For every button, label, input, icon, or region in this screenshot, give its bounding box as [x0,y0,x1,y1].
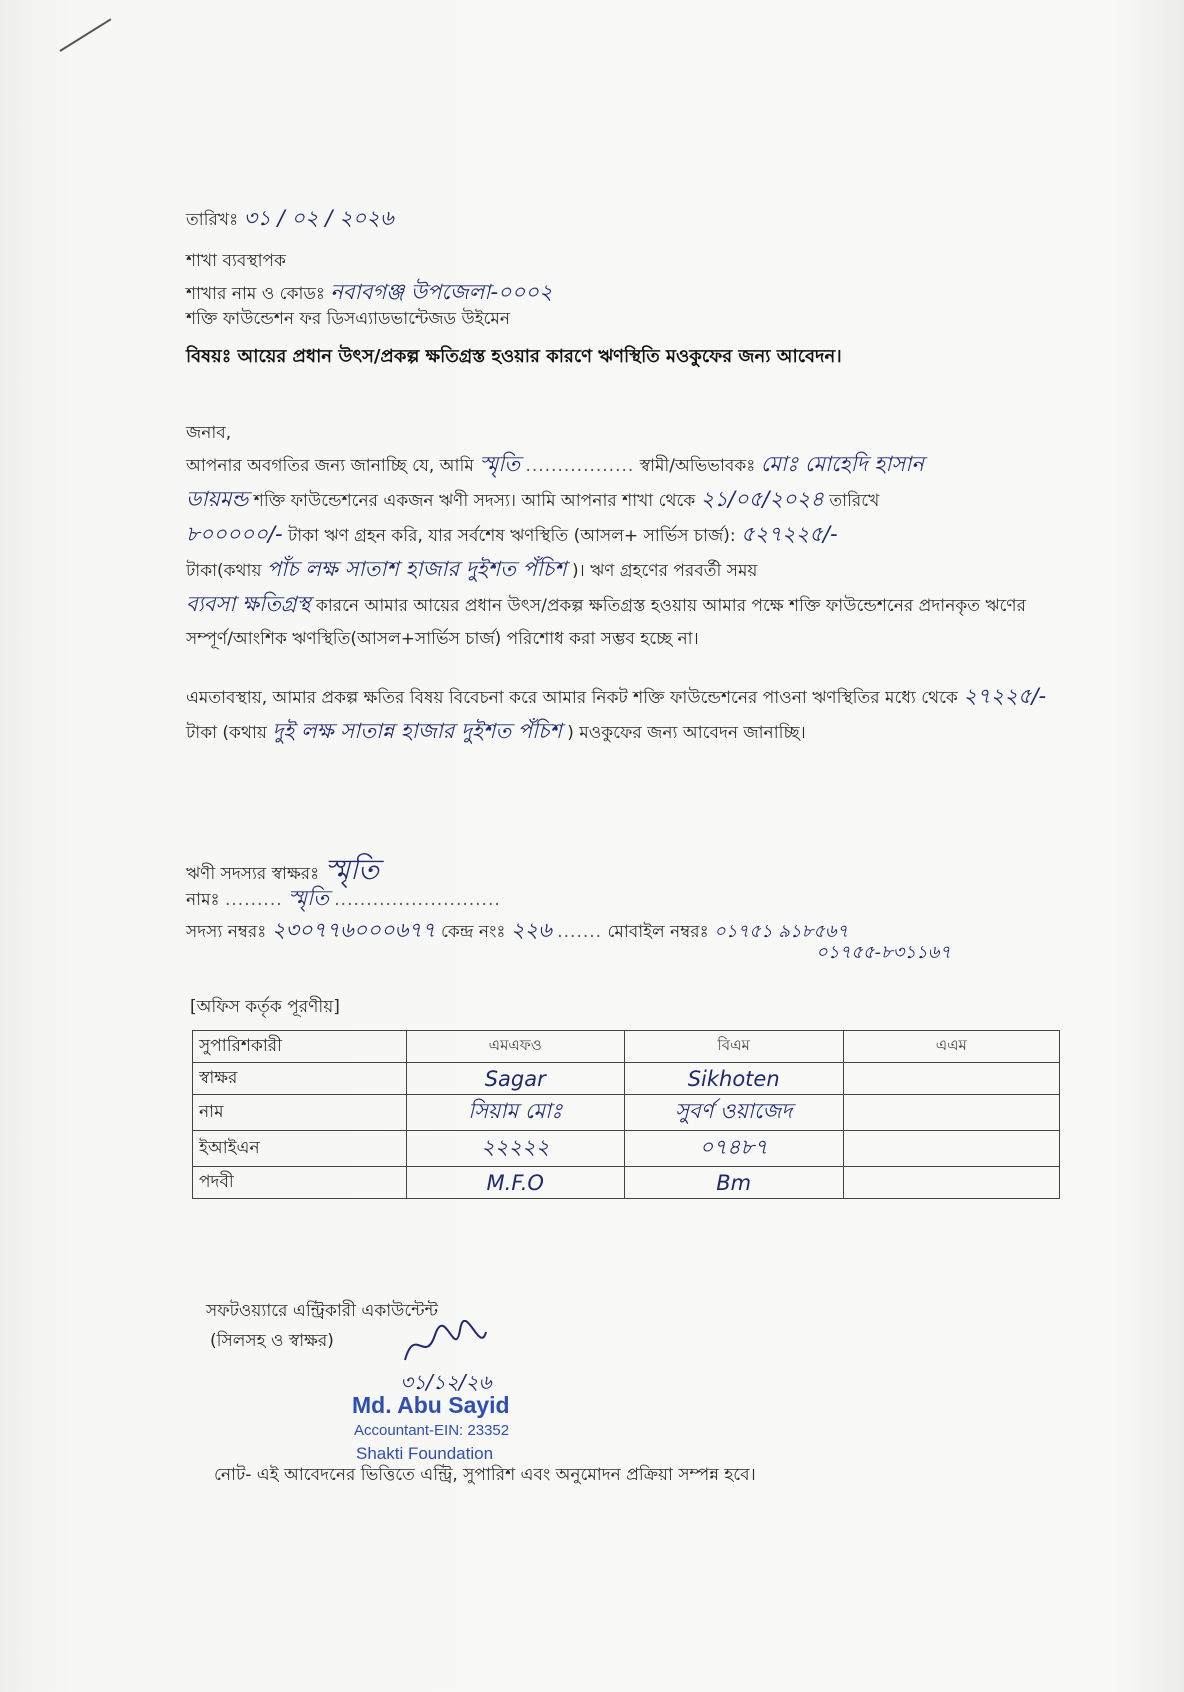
salutation: জনাব, [186,423,232,443]
header-recommender: সুপারিশকারী [193,1031,407,1063]
mobile-number-2: ০১৭৫৫-৮৩১১৬৭ [816,942,952,963]
date-value: ৩১ / ০২ / ২০২৬ [243,206,394,230]
bm-signature: Sikhoten [624,1063,843,1095]
damage-reason: ব্যবসা ক্ষতিগ্রস্থ [186,592,311,616]
waive-in-words: দুই লক্ষ সাতান্ন হাজার দুইশত পঁচিশ [272,719,562,743]
loan-date: ২১/০৫/২০২৪ [700,487,824,511]
header-am: এএম [843,1031,1059,1063]
accountant-subtitle: (সিলসহ ও স্বাক্ষর) [210,1331,334,1351]
accountant-title: সফটওয়্যারে এন্ট্রিকারী একাউন্টেন্ট [206,1301,438,1321]
balance-in-words: পাঁচ লক্ষ সাতাশ হাজার দুইশত পঁচিশ [266,557,567,581]
branch-line: শাখার নাম ও কোডঃ নবাবগঞ্জ উপজেলা-০০০২ [186,280,553,304]
stamp-organization: Shakti Foundation [356,1444,494,1463]
waive-amount: ২৭২২৫/- [963,684,1047,708]
bm-name: সুবর্ণ ওয়াজেদ [624,1095,843,1131]
mfo-ein: ২২২২২ [406,1131,624,1167]
bm-designation: Bm [624,1167,843,1199]
loan-amount: ৮০০০০০/- [186,522,283,546]
mfo-signature: Sagar [406,1063,624,1095]
mfo-designation: M.F.O [406,1167,624,1199]
table-header-row [193,1031,1060,1063]
header-mfo: এমএফও [406,1031,624,1063]
accountant-signature-scribble [400,1320,490,1370]
applicant-name: স্মৃতি [479,452,521,476]
stamp-ein: Accountant-EIN: 23352 [354,1422,510,1439]
table-row: নাম সিয়াম মোঃ সুবর্ণ ওয়াজেদ [193,1095,1060,1131]
table-row: ইআইএন ২২২২২ ০৭৪৮৭ [193,1131,1060,1167]
loan-balance: ৫২৭২২৫/- [741,522,838,546]
member-number-line: সদস্য নম্বরঃ ২৩০৭৭৬০০০৬৭৭ কেন্দ্র নংঃ ২২৬ ....... মোবাইল নম্বরঃ ০১৭৫১ ৯১৮৫৬৭ [186,918,849,942]
member-name-line: নামঃ ......... স্মৃতি .......................... [186,886,501,910]
member-signature: স্মৃতি [324,853,379,886]
footer-note: নোট- এই আবেদনের ভিত্তিতে এন্ট্রি, সুপারিশ এবং অনুমোদন প্রক্রিয়া সম্পন্ন হবে। [214,1465,756,1485]
village-name: ডায়মন্ড [186,487,249,511]
stamp-name: Md. Abu Sayid [352,1392,510,1418]
table-row: স্বাক্ষর Sagar Sikhoten [193,1063,1060,1095]
mfo-name: সিয়াম মোঃ [406,1095,624,1131]
table-row: পদবী M.F.O Bm [193,1167,1060,1199]
addressee: শাখা ব্যবস্থাপক [186,251,286,271]
organization-line: শক্তি ফাউন্ডেশন ফর ডিসএ্যাডভান্টেজড উইমেন [186,309,510,329]
fold-mark [59,18,111,51]
body-paragraph-1: আপনার অবগতির জন্য জানাচ্ছি যে, আমি স্মৃতি ................. স্বামী/অভিভাবকঃ মোঃ মোহেদি হাসান ডায়মন্ড শক্তি ফাউন্ডেশনের একজন ঋণী সদস্য। আমি আপনার শাখা থেকে ২১/০৫/২০২৪ তারিখে ৮০০০০০/- টাকা ঋণ গ্রহন করি, যার সর্বশেষ ঋণস্থিতি (আসল+ সার্ভিস চার্জ): ৫২৭২২৫/- টাকা(কথায় পাঁচ লক্ষ সাতাশ হাজার দুইশত পঁচিশ )। ঋণ গ্রহণের পরবর্তী সময় ব্যবসা ক্ষতিগ্রস্থ কারনে আমার আয়ের প্রধান উৎস/প্রকল্প ক্ষতিগ্রস্ত হওয়ায় আমার পক্ষে শক্তি ফাউন্ডেশনের প্রদানকৃত ঋণের সম্পূর্ণ/আংশিক ঋণস্থিতি(আসল+সার্ভিস চার্জ) পরিশোধ করা সম্ভব হচ্ছে না। [186,452,1026,649]
member-signature-line: ঋণী সদস্যর স্বাক্ষরঃ স্মৃতি [186,853,379,886]
date-line: তারিখঃ ৩১ / ০২ / ২০২৬ [186,206,394,230]
bm-ein: ০৭৪৮৭ [624,1131,843,1167]
mobile-number-1: ০১৭৫১ ৯১৮৫৬৭ [714,921,849,942]
member-name: স্মৃতি [288,886,329,910]
accountant-sign-date: ৩১/১২/২৬ [400,1370,492,1394]
member-number: ২৩০৭৭৬০০০৬৭৭ [271,918,436,942]
center-number: ২২৬ [510,918,552,942]
subject-line: বিষয়ঃ আয়ের প্রধান উৎস/প্রকল্প ক্ষতিগ্রস্ত হওয়ার কারণে ঋণস্থিতি মওকুফের জন্য আবেদন। [186,346,842,367]
office-table [192,1030,1060,1199]
header-bm: বিএম [624,1031,843,1063]
guardian-name: মোঃ মোহেদি হাসান [760,452,924,476]
office-section-title: [অফিস কর্তৃক পূরণীয়] [190,997,340,1017]
body-paragraph-2: এমতাবস্থায়, আমার প্রকল্প ক্ষতির বিষয় বিবেচনা করে আমার নিকট শক্তি ফাউন্ডেশনের পাওনা ঋণস্থিতির মধ্যে থেকে ২৭২২৫/- টাকা (কথায় দুই লক্ষ সাতান্ন হাজার দুইশত পঁচিশ ) মওকুফের জন্য আবেদন জানাচ্ছি। [186,684,1047,743]
branch-value: নবাবগঞ্জ উপজেলা-০০০২ [330,280,553,304]
